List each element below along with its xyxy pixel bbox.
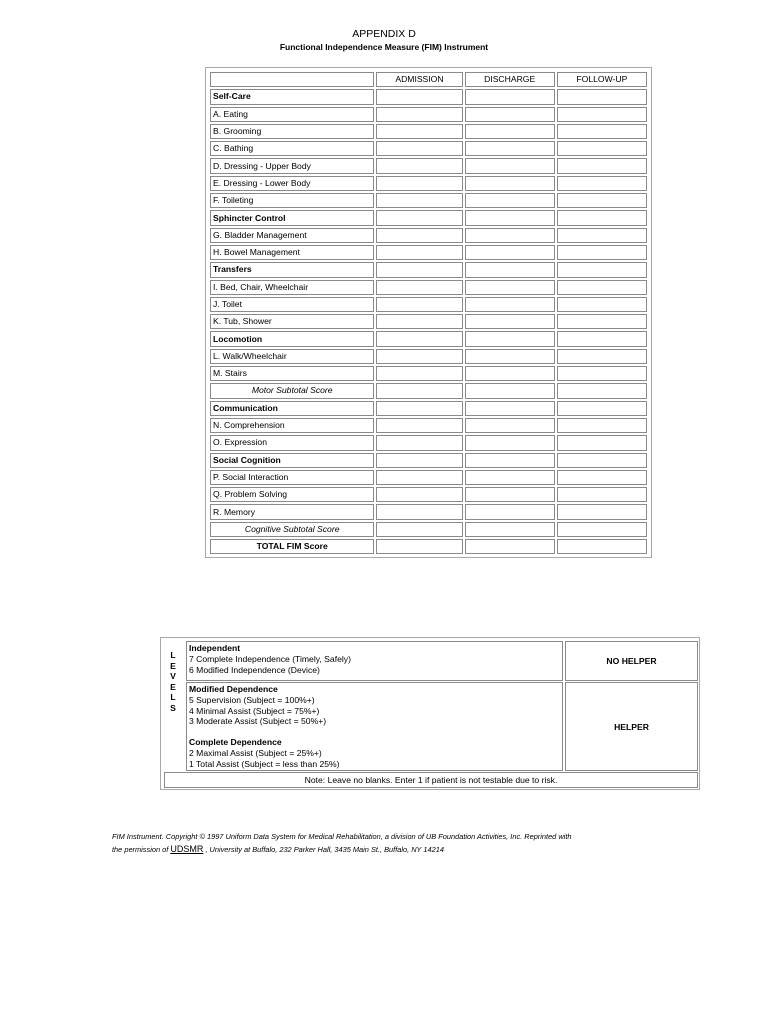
level-3: 3 Moderate Assist (Subject = 50%+)	[189, 716, 327, 727]
score-cell-admission[interactable]	[376, 349, 462, 364]
score-cell-admission[interactable]	[376, 210, 462, 225]
row-label: E. Dressing - Lower Body	[210, 176, 374, 191]
table-row	[210, 470, 647, 485]
score-cell-admission[interactable]	[376, 89, 462, 104]
category-label: Transfers	[210, 262, 374, 277]
score-cell-follow-up[interactable]	[557, 470, 647, 485]
table-row	[210, 366, 647, 381]
table-row	[210, 349, 647, 364]
level-6: 6 Modified Independence (Device)	[189, 664, 320, 675]
score-cell-discharge[interactable]	[465, 418, 555, 433]
levels-letter: E	[170, 660, 176, 671]
independent-heading: Independent	[189, 643, 241, 653]
score-cell-discharge[interactable]	[465, 158, 555, 173]
column-header: DISCHARGE	[465, 72, 555, 87]
modified-dependence-heading: Modified Dependence	[189, 684, 278, 694]
row-label: J. Toilet	[210, 297, 374, 312]
levels-vertical-label	[167, 650, 179, 713]
table-row	[210, 228, 647, 243]
score-cell-follow-up[interactable]	[557, 210, 647, 225]
score-cell-discharge[interactable]	[465, 245, 555, 260]
score-cell-follow-up[interactable]	[557, 176, 647, 191]
row-label: R. Memory	[210, 504, 374, 519]
fim-table-body	[210, 72, 647, 554]
score-cell-admission[interactable]	[376, 141, 462, 156]
dependence-levels	[186, 682, 563, 771]
table-row	[210, 89, 647, 104]
permission-line	[112, 843, 672, 856]
score-cell-discharge[interactable]	[465, 366, 555, 381]
table-row	[210, 487, 647, 502]
copyright-line: FIM Instrument. Copyright © 1997 Uniform Data System for Medical Rehabilitation, a division of UB Foundation Activities, Inc. Reprinted with	[112, 832, 572, 841]
helper-label: HELPER	[614, 721, 649, 732]
row-label: C. Bathing	[210, 141, 374, 156]
table-row	[210, 297, 647, 312]
table-row	[210, 193, 647, 208]
score-cell-discharge[interactable]	[465, 487, 555, 502]
score-cell-follow-up[interactable]	[557, 401, 647, 416]
category-label: Locomotion	[210, 331, 374, 346]
level-1: 1 Total Assist (Subject = less than 25%)	[189, 758, 340, 769]
score-cell-admission[interactable]	[376, 176, 462, 191]
table-row	[210, 314, 647, 329]
score-cell-discharge[interactable]	[465, 435, 555, 450]
score-cell-admission[interactable]	[376, 453, 462, 468]
table-row	[210, 453, 647, 468]
score-cell-admission[interactable]	[376, 107, 462, 122]
udsmr-link[interactable]: UDSMR	[170, 844, 204, 854]
row-label: I. Bed, Chair, Wheelchair	[210, 280, 374, 295]
fim-score-table	[205, 67, 652, 558]
row-label: M. Stairs	[210, 366, 374, 381]
row-label: K. Tub, Shower	[210, 314, 374, 329]
score-cell-discharge[interactable]	[465, 331, 555, 346]
table-row	[210, 158, 647, 173]
column-header: FOLLOW-UP	[557, 72, 647, 87]
levels-legend	[160, 637, 700, 790]
score-cell-follow-up[interactable]	[557, 280, 647, 295]
helper-cell	[565, 682, 698, 771]
table-header-row	[210, 72, 647, 87]
score-cell-admission[interactable]	[376, 314, 462, 329]
score-cell-admission[interactable]	[376, 262, 462, 277]
table-row	[210, 539, 647, 554]
complete-dependence-heading: Complete Dependence	[189, 737, 282, 748]
score-cell-follow-up[interactable]	[557, 107, 647, 122]
independent-levels	[186, 641, 563, 681]
category-label: Self-Care	[210, 89, 374, 104]
page-subtitle: Functional Independence Measure (FIM) Instrument	[279, 42, 489, 52]
score-cell-follow-up[interactable]	[557, 228, 647, 243]
no-helper-label: NO HELPER	[606, 656, 657, 666]
row-label: O. Expression	[210, 435, 374, 450]
score-cell-discharge[interactable]	[465, 210, 555, 225]
row-label: P. Social Interaction	[210, 470, 374, 485]
score-cell-admission[interactable]	[376, 487, 462, 502]
row-label: B. Grooming	[210, 124, 374, 139]
permission-prefix: the permission of	[112, 845, 169, 854]
levels-letter: S	[170, 702, 176, 713]
score-cell-follow-up[interactable]	[557, 539, 647, 554]
levels-letter: L	[170, 692, 176, 702]
score-cell-follow-up[interactable]	[557, 487, 647, 502]
score-cell-discharge[interactable]	[465, 280, 555, 295]
score-cell-discharge[interactable]	[465, 107, 555, 122]
score-cell-follow-up[interactable]	[557, 314, 647, 329]
table-row	[210, 124, 647, 139]
score-cell-admission[interactable]	[376, 158, 462, 173]
score-cell-discharge[interactable]	[465, 453, 555, 468]
levels-letter: E	[170, 681, 176, 692]
row-label: F. Toileting	[210, 193, 374, 208]
header-blank-cell	[210, 72, 374, 87]
score-cell-admission[interactable]	[376, 383, 462, 398]
score-cell-follow-up[interactable]	[557, 522, 647, 537]
score-cell-follow-up[interactable]	[557, 297, 647, 312]
score-cell-admission[interactable]	[376, 193, 462, 208]
level-5: 5 Supervision (Subject = 100%+)	[189, 694, 315, 705]
table-row	[210, 176, 647, 191]
row-label: L. Walk/Wheelchair	[210, 349, 374, 364]
table-row	[210, 522, 647, 537]
score-cell-admission[interactable]	[376, 366, 462, 381]
row-label: H. Bowel Management	[210, 245, 374, 260]
score-cell-discharge[interactable]	[465, 262, 555, 277]
score-cell-admission[interactable]	[376, 522, 462, 537]
score-cell-follow-up[interactable]	[557, 435, 647, 450]
score-cell-discharge[interactable]	[465, 314, 555, 329]
table-row	[210, 401, 647, 416]
level-4: 4 Minimal Assist (Subject = 75%+)	[189, 705, 320, 716]
score-cell-admission[interactable]	[376, 539, 462, 554]
level-7: 7 Complete Independence (Timely, Safely)	[189, 653, 351, 664]
score-cell-admission[interactable]	[376, 470, 462, 485]
score-cell-discharge[interactable]	[465, 470, 555, 485]
table-row	[210, 280, 647, 295]
score-cell-admission[interactable]	[376, 280, 462, 295]
score-cell-admission[interactable]	[376, 245, 462, 260]
address-text: , University at Buffalo, 232 Parker Hall, 3435 Main St., Buffalo, NY 14214	[205, 845, 444, 854]
score-cell-follow-up[interactable]	[557, 331, 647, 346]
score-cell-follow-up[interactable]	[557, 504, 647, 519]
score-cell-follow-up[interactable]	[557, 349, 647, 364]
score-cell-follow-up[interactable]	[557, 89, 647, 104]
table-row	[210, 262, 647, 277]
category-label: Communication	[210, 401, 374, 416]
score-cell-follow-up[interactable]	[557, 418, 647, 433]
score-cell-discharge[interactable]	[465, 383, 555, 398]
row-label: Cognitive Subtotal Score	[210, 522, 374, 537]
page-title: APPENDIX D	[352, 28, 416, 40]
score-cell-admission[interactable]	[376, 418, 462, 433]
level-2: 2 Maximal Assist (Subject = 25%+)	[189, 747, 322, 758]
score-cell-discharge[interactable]	[465, 141, 555, 156]
score-cell-discharge[interactable]	[465, 193, 555, 208]
score-cell-follow-up[interactable]	[557, 124, 647, 139]
score-cell-admission[interactable]	[376, 504, 462, 519]
score-cell-follow-up[interactable]	[557, 262, 647, 277]
table-row	[210, 504, 647, 519]
table-row	[210, 141, 647, 156]
score-cell-admission[interactable]	[376, 331, 462, 346]
score-cell-follow-up[interactable]	[557, 453, 647, 468]
score-cell-admission[interactable]	[376, 297, 462, 312]
levels-letter: L	[170, 650, 176, 660]
score-cell-admission[interactable]	[376, 401, 462, 416]
row-label: N. Comprehension	[210, 418, 374, 433]
table-row	[210, 210, 647, 225]
score-cell-discharge[interactable]	[465, 228, 555, 243]
instruction-note: Note: Leave no blanks. Enter 1 if patient is not testable due to risk.	[164, 772, 698, 788]
score-cell-discharge[interactable]	[465, 539, 555, 554]
score-cell-discharge[interactable]	[465, 297, 555, 312]
score-cell-follow-up[interactable]	[557, 245, 647, 260]
score-cell-follow-up[interactable]	[557, 158, 647, 173]
row-label: A. Eating	[210, 107, 374, 122]
score-cell-follow-up[interactable]	[557, 193, 647, 208]
score-cell-discharge[interactable]	[465, 176, 555, 191]
score-cell-discharge[interactable]	[465, 349, 555, 364]
score-cell-discharge[interactable]	[465, 504, 555, 519]
score-cell-discharge[interactable]	[465, 401, 555, 416]
category-label: Social Cognition	[210, 453, 374, 468]
table-row	[210, 418, 647, 433]
score-cell-discharge[interactable]	[465, 89, 555, 104]
row-label: Q. Problem Solving	[210, 487, 374, 502]
score-cell-follow-up[interactable]	[557, 366, 647, 381]
score-cell-admission[interactable]	[376, 435, 462, 450]
table-row	[210, 245, 647, 260]
row-label: G. Bladder Management	[210, 228, 374, 243]
row-label: D. Dressing - Upper Body	[210, 158, 374, 173]
score-cell-discharge[interactable]	[465, 124, 555, 139]
table-row	[210, 435, 647, 450]
row-label: TOTAL FIM Score	[210, 539, 374, 554]
row-label: Motor Subtotal Score	[210, 383, 374, 398]
table-row	[210, 107, 647, 122]
table-row	[210, 383, 647, 398]
column-header: ADMISSION	[376, 72, 462, 87]
score-cell-admission[interactable]	[376, 124, 462, 139]
no-helper-cell	[565, 641, 698, 681]
score-cell-follow-up[interactable]	[557, 141, 647, 156]
table-row	[210, 331, 647, 346]
score-cell-discharge[interactable]	[465, 522, 555, 537]
levels-letter: V	[170, 671, 176, 681]
category-label: Sphincter Control	[210, 210, 374, 225]
score-cell-admission[interactable]	[376, 228, 462, 243]
score-cell-follow-up[interactable]	[557, 383, 647, 398]
copyright-footer	[112, 831, 672, 856]
